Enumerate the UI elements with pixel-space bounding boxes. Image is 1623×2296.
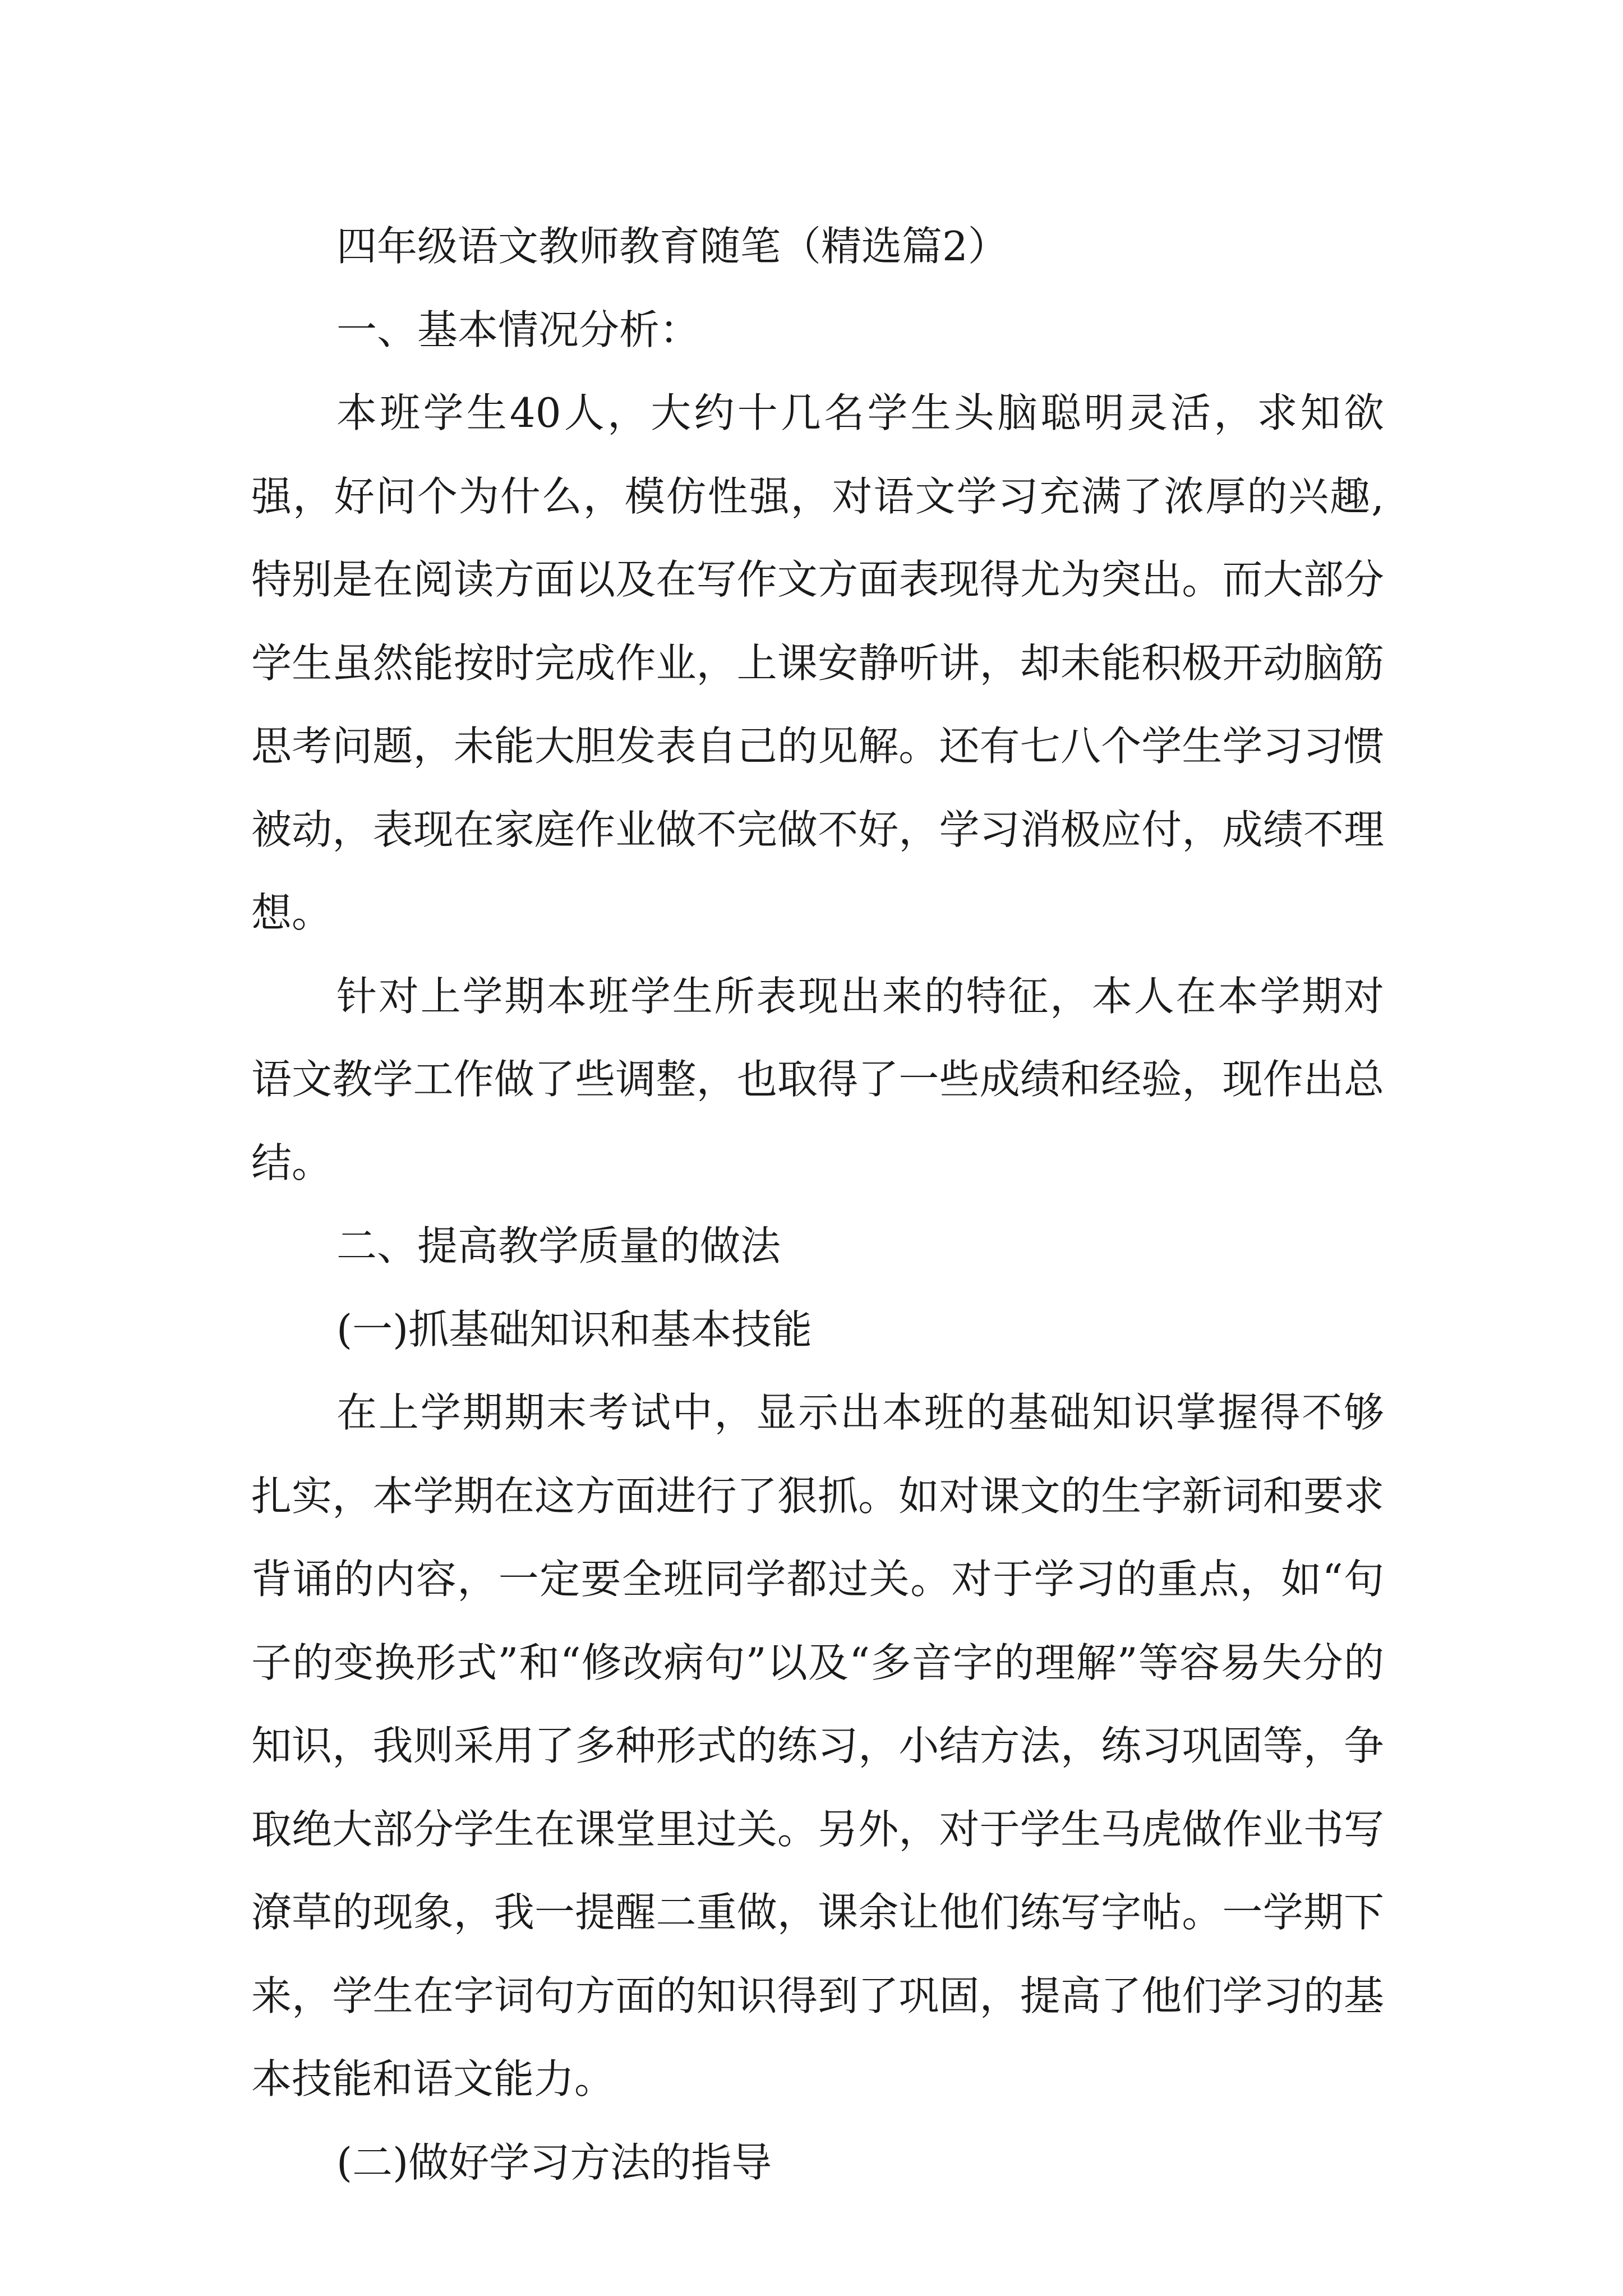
section-heading-teaching-quality: 二、提高教学质量的做法 <box>336 1222 781 1269</box>
document-title: 四年级语文教师教育随笔（精选篇2） <box>336 223 1008 270</box>
paragraph-class-overview: 本班学生40人，大约十几名学生头脑聪明灵活，求知欲强，好问个为什么，模仿性强，对语文学习充满了浓厚的兴趣,特别是在阅读方面以及在写作文方面表现得尤为突出。而大部分学生虽然能按时完成作业，上课安静听讲，却未能积极开动脑筋思考问题，未能大胆发表自己的见解。还有七八个学生学习习惯被动，表现在家庭作业做不完做不好，学习消极应付，成绩不理想。 <box>251 389 1384 936</box>
paragraph-basic-knowledge: 在上学期期末考试中，显示出本班的基础知识掌握得不够扎实，本学期在这方面进行了狠抓。如对课文的生字新词和要求背诵的内容，一定要全班同学都过关。对于学习的重点，如“句子的变换形式”和“修改病句”以及“多音字的理解”等容易失分的知识，我则采用了多种形式的练习，小结方法，练习巩固等，争取绝大部分学生在课堂里过关。另外，对于学生马虎做作业书写潦草的现象，我一提醒二重做，课余让他们练写字帖。一学期下来，学生在字词句方面的知识得到了巩固，提高了他们学习的基本技能和语文能力。 <box>251 1389 1384 2102</box>
document-body <box>251 205 1384 2204</box>
section-heading-basic-situation: 一、基本情况分析： <box>336 306 700 353</box>
paragraph-adjustment-summary: 针对上学期本班学生所表现出来的特征，本人在本学期对语文教学工作做了些调整，也取得了一些成绩和经验，现作出总结。 <box>251 972 1384 1186</box>
subheading-basic-knowledge: (一)抓基础知识和基本技能 <box>336 1305 813 1353</box>
subheading-learning-methods: (二)做好学习方法的指导 <box>336 2138 772 2186</box>
